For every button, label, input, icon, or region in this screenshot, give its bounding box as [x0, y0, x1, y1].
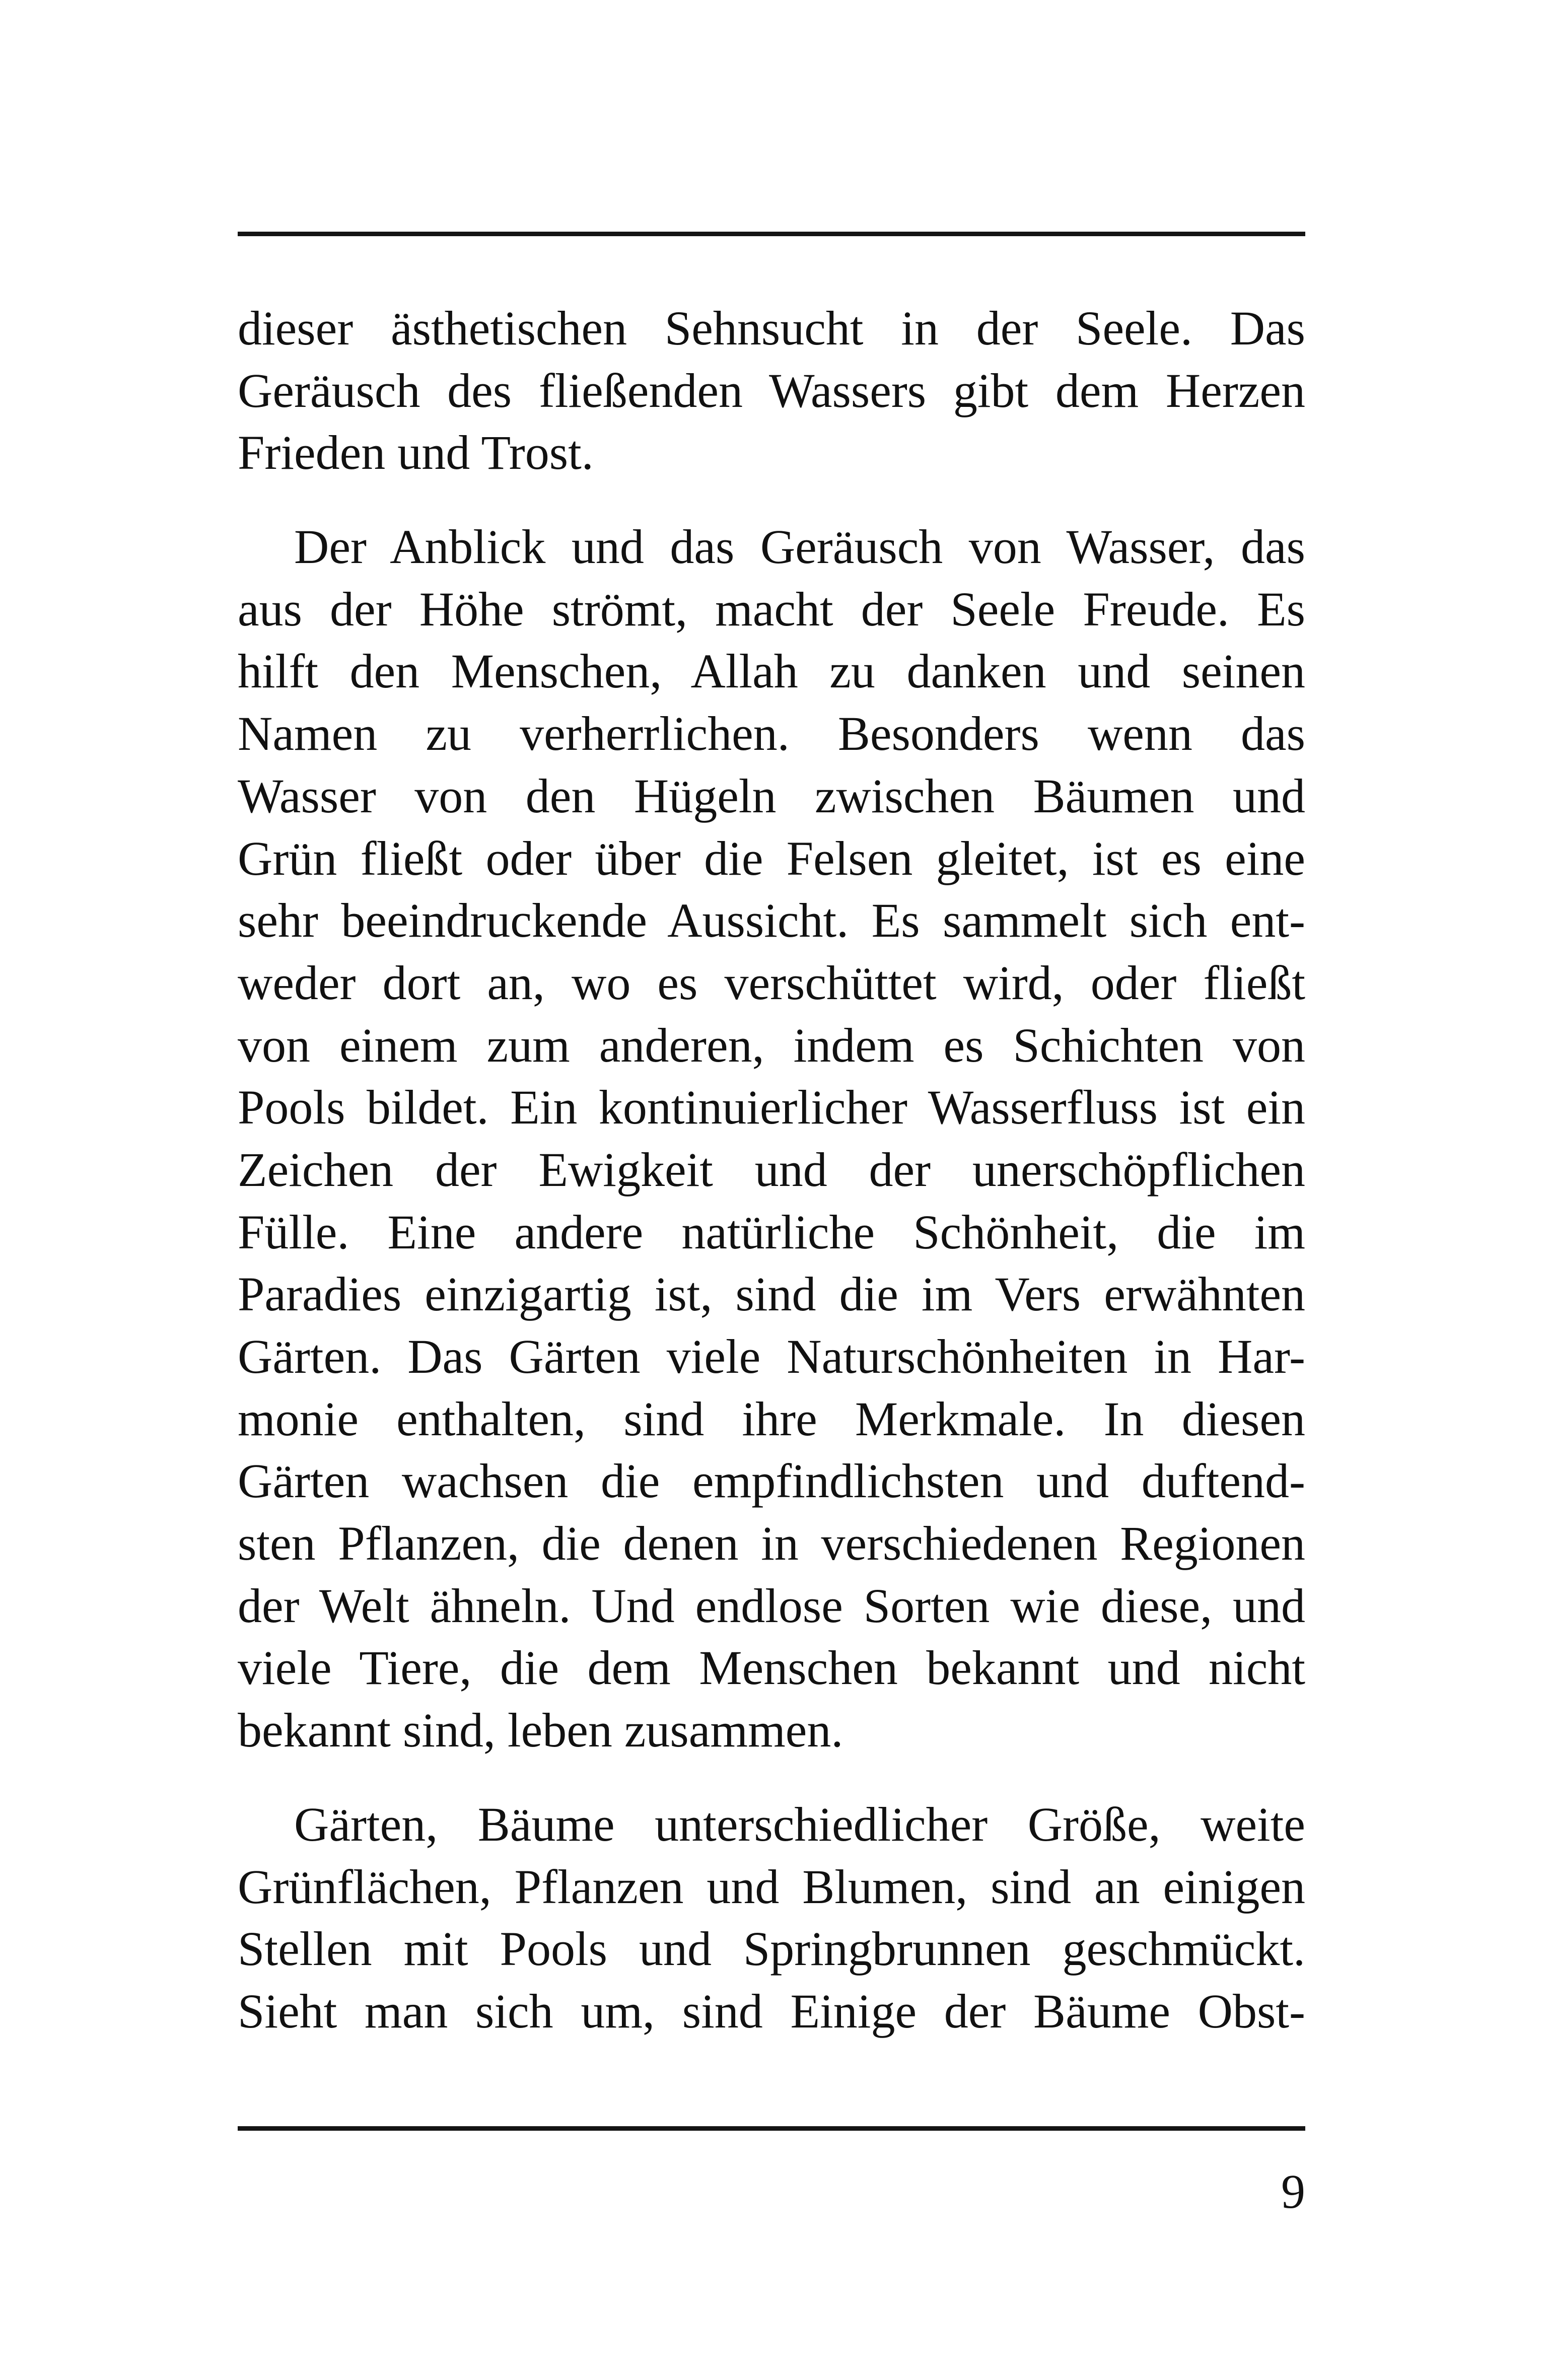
- text-line: Fülle. Eine andere natürliche Schönheit, die im: [238, 1205, 1305, 1259]
- text-line: aus der Höhe strömt, macht der Seele Freude. Es: [238, 582, 1305, 636]
- text-line: Namen zu verherrlichen. Besonders wenn das: [238, 707, 1305, 761]
- text-line: monie enthalten, sind ihre Merkmale. In diesen: [238, 1391, 1305, 1446]
- text-line: Der Anblick und das Geräusch von Wasser, das: [294, 520, 1305, 574]
- page-number: 9: [1281, 2164, 1305, 2218]
- text-line: hilft den Menschen, Allah zu danken und seinen: [238, 644, 1305, 698]
- text-line: Pools bildet. Ein kontinuierlicher Wasserfluss ist ein: [238, 1080, 1305, 1135]
- paragraph: [238, 297, 1305, 484]
- paragraph: [238, 1793, 1305, 2043]
- text-line: Wasser von den Hügeln zwischen Bäumen und: [238, 768, 1305, 823]
- text-line: Geräusch des fließenden Wassers gibt dem Herzen: [238, 363, 1305, 417]
- text-line: Frieden und Trost.: [238, 426, 594, 480]
- footer-rule: [238, 2126, 1305, 2131]
- header-rule: [238, 232, 1305, 236]
- body-text: [238, 297, 1305, 2043]
- text-line: sten Pflanzen, die denen in verschiedenen Regionen: [238, 1516, 1305, 1571]
- text-line: viele Tiere, die dem Menschen bekannt und nicht: [238, 1641, 1305, 1695]
- text-line: Gärten. Das Gärten viele Naturschönheiten in Har-: [238, 1329, 1305, 1383]
- text-line: von einem zum anderen, indem es Schichten von: [238, 1018, 1305, 1072]
- text-line: Zeichen der Ewigkeit und der unerschöpflichen: [238, 1142, 1305, 1197]
- paragraph: [238, 516, 1305, 1762]
- text-line: sehr beeindruckende Aussicht. Es sammelt sich ent-: [238, 893, 1305, 948]
- text-line: der Welt ähneln. Und endlose Sorten wie diese, und: [238, 1578, 1305, 1633]
- text-line: weder dort an, wo es verschüttet wird, oder fließt: [238, 955, 1305, 1010]
- text-line: Sieht man sich um, sind Einige der Bäume Obst-: [238, 1984, 1305, 2038]
- text-line: Stellen mit Pools und Springbrunnen geschmückt.: [238, 1922, 1305, 1976]
- text-line: Grünflächen, Pflanzen und Blumen, sind an einigen: [238, 1859, 1305, 1914]
- text-line: Grün fließt oder über die Felsen gleitet, ist es eine: [238, 831, 1305, 885]
- text-line: Paradies einzigartig ist, sind die im Vers erwähnten: [238, 1267, 1305, 1321]
- text-line: bekannt sind, leben zusammen.: [238, 1703, 843, 1758]
- text-line: dieser ästhetischen Sehnsucht in der Seele. Das: [238, 301, 1305, 355]
- text-line: Gärten wachsen die empfindlichsten und duftend-: [238, 1454, 1305, 1508]
- text-line: Gärten, Bäume unterschiedlicher Größe, weite: [294, 1797, 1305, 1851]
